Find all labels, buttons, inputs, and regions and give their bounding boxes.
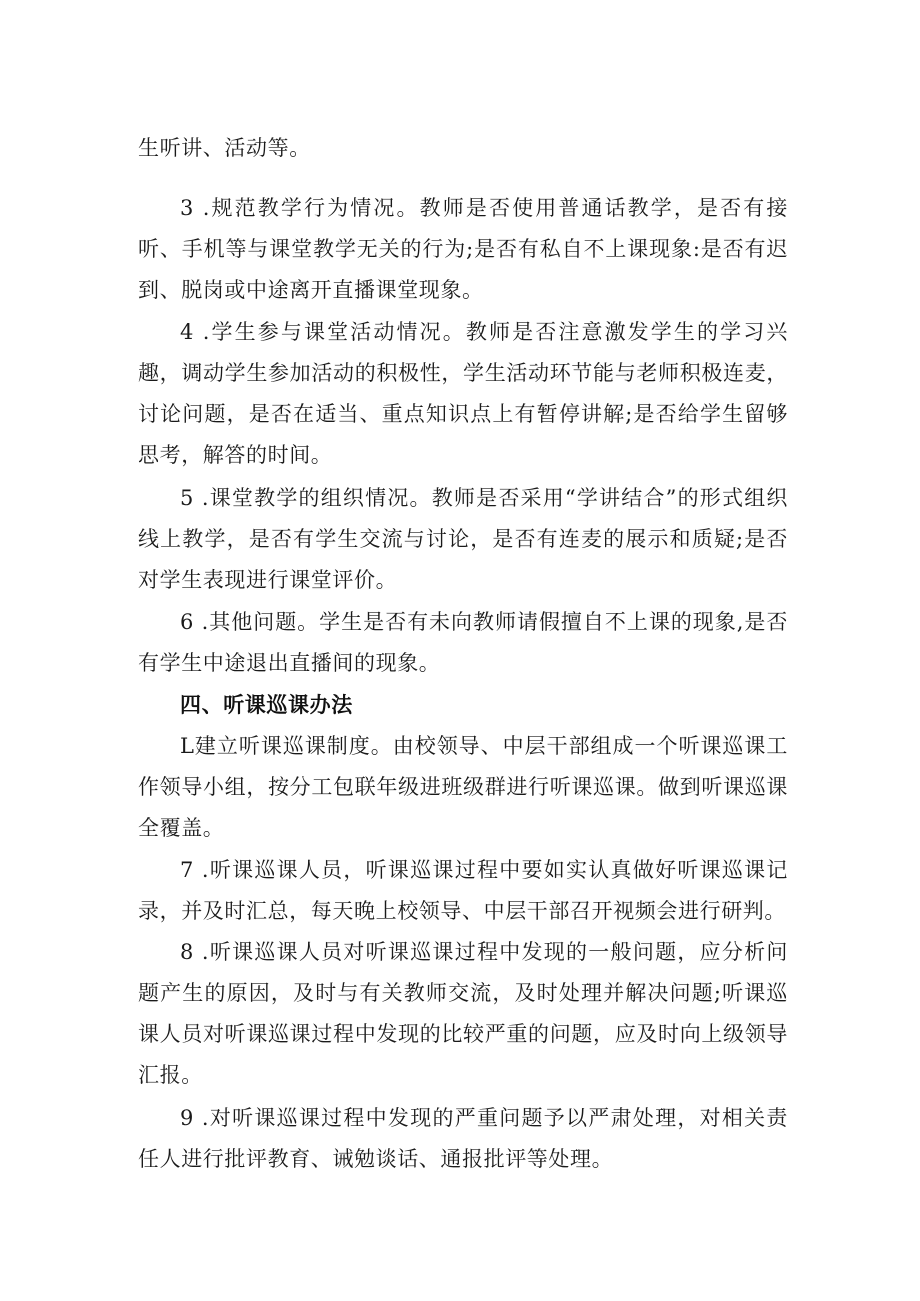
paragraph-item-7: 7 .听课巡课人员，听课巡课过程中要如实认真做好听课巡课记录，并及时汇总，每天晚上校领导、中层干部召开视频会进行研判。: [138, 858, 788, 923]
paragraph-item-9: 9 .对听课巡课过程中发现的严重问题予以严肃处理，对相关责任人进行批评教育、诫勉谈话、通报批评等处理。: [138, 1106, 788, 1171]
paragraph-item-6: 6 .其他问题。学生是否有未向教师请假擅自不上课的现象,是否有学生中途退出直播间的现象。: [138, 610, 788, 675]
paragraph-item-5: 5 .课堂教学的组织情况。教师是否采用“学讲结合”的形式组织线上教学，是否有学生交流与讨论，是否有连麦的展示和质疑;是否对学生表现进行课堂评价。: [138, 486, 788, 592]
paragraph-continuation: 生听讲、活动等。: [138, 136, 311, 160]
paragraph-item-4: 4 .学生参与课堂活动情况。教师是否注意激发学生的学习兴趣，调动学生参加活动的积极性，学生活动环节能与老师积极连麦，讨论问题，是否在适当、重点知识点上有暂停讲解;是否给学生留够思考，解答的时间。: [138, 320, 788, 467]
paragraph-item-L: L建立听课巡课制度。由校领导、中层干部组成一个听课巡课工作领导小组，按分工包联年级进班级群进行听课巡课。做到听课巡课全覆盖。: [138, 734, 788, 840]
paragraph-item-3: 3 .规范教学行为情况。教师是否使用普通话教学，是否有接听、手机等与课堂教学无关的行为;是否有私自不上课现象:是否有迟到、脱岗或中途离开直播课堂现象。: [138, 196, 788, 302]
paragraph-item-8: 8 .听课巡课人员对听课巡课过程中发现的一般问题，应分析问题产生的原因，及时与有关教师交流，及时处理并解决问题;听课巡课人员对听课巡课过程中发现的比较严重的问题，应及时向上级领导汇报。: [138, 940, 788, 1087]
section-heading: 四、听课巡课办法: [180, 693, 353, 717]
